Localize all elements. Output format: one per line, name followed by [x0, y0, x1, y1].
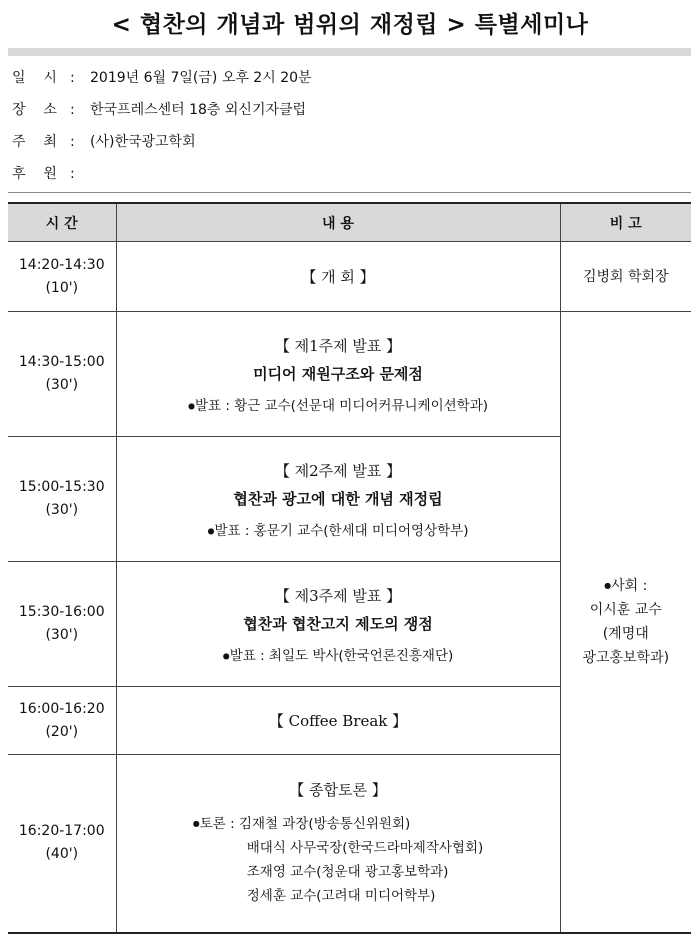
- presenter: [117, 644, 560, 664]
- time-cell: [8, 687, 116, 755]
- topic-title: 협찬과 협찬고지 제도의 쟁점: [243, 614, 433, 633]
- moderator-cell: [560, 312, 691, 933]
- time-range: 14:20-14:30: [18, 256, 105, 273]
- schedule-table: [8, 202, 691, 934]
- list-item: [193, 860, 484, 884]
- debater-list: [193, 812, 484, 908]
- time-cell: [8, 242, 116, 312]
- presenter-text: 발표 : 홍문기 교수(한세대 미디어영상학부): [214, 522, 469, 539]
- time-cell: [8, 437, 116, 562]
- time-range: 16:00-16:20: [18, 700, 105, 717]
- bullet-icon: ●: [187, 401, 195, 410]
- title-divider: [8, 48, 691, 56]
- info-row-date: [12, 62, 692, 94]
- header-bigo: 비 고: [560, 203, 691, 242]
- info-label-date: 일 시: [12, 70, 57, 86]
- info-colon: :: [70, 166, 75, 182]
- session-label: 【 종합토론 】: [289, 780, 387, 799]
- content-cell: [116, 687, 560, 755]
- session-label: 【 Coffee Break 】: [268, 712, 408, 730]
- time-duration: (30'): [45, 627, 79, 643]
- info-label-host: 주 최: [12, 134, 57, 150]
- list-item: [193, 836, 484, 860]
- list-item: [193, 884, 484, 908]
- time-range: 16:20-17:00: [18, 823, 105, 840]
- info-row-sponsor: [12, 158, 692, 190]
- presenter-text: 발표 : 최일도 박사(한국언론진흥재단): [229, 647, 454, 664]
- content-cell: [116, 755, 560, 933]
- event-info: [12, 62, 692, 190]
- session-label: 【 제2주제 발표 】: [274, 461, 402, 480]
- section-divider: [8, 192, 691, 193]
- content-cell: [116, 562, 560, 687]
- session-label: 【 개 회 】: [301, 268, 375, 286]
- list-item: [193, 812, 484, 836]
- header-content: 내 용: [116, 203, 560, 242]
- time-duration: (30'): [45, 377, 79, 393]
- time-range: 15:00-15:30: [18, 479, 105, 495]
- moderator-name: 이시훈 교수: [589, 601, 662, 618]
- topic-title: 협찬과 광고에 대한 개념 재정립: [233, 489, 443, 508]
- debater-name: 배대식 사무국장(한국드라마제작사협회): [246, 839, 484, 856]
- note-text: 김병회 학회장: [582, 268, 669, 285]
- info-value-venue: 한국프레스센터 18층 외신기자클럽: [90, 102, 307, 118]
- presenter: [117, 394, 560, 414]
- time-duration: (40'): [45, 846, 79, 863]
- moderator-affiliation: (계명대: [602, 625, 649, 642]
- info-colon: :: [70, 134, 75, 150]
- bullet-icon: ●: [222, 651, 230, 660]
- info-colon: :: [70, 102, 75, 118]
- debater-name: 조재영 교수(청운대 광고홍보학과): [246, 863, 449, 880]
- time-cell: [8, 755, 116, 933]
- time-range: 14:30-15:00: [18, 354, 105, 370]
- presenter-text: 발표 : 황근 교수(선문대 미디어커뮤니케이션학과): [194, 397, 489, 414]
- bullet-icon: ●: [192, 818, 200, 828]
- topic-title: 미디어 재원구조와 문제점: [253, 364, 423, 383]
- content-cell: [116, 312, 560, 437]
- content-cell: [116, 437, 560, 562]
- time-cell: [8, 312, 116, 437]
- time-cell: [8, 562, 116, 687]
- time-duration: (10'): [45, 279, 79, 296]
- info-value-date: 2019년 6월 7일(금) 오후 2시 20분: [90, 70, 312, 86]
- time-range: 15:30-16:00: [18, 604, 105, 620]
- presenter: [117, 519, 560, 539]
- session-label: 【 제3주제 발표 】: [274, 586, 402, 605]
- debate-prefix: 토론 :: [199, 815, 239, 832]
- info-label-sponsor: 후 원: [12, 166, 57, 182]
- page-title: < 협찬의 개념과 범위의 재정립 > 특별세미나: [111, 12, 589, 38]
- info-row-host: [12, 126, 692, 158]
- table-row: [8, 242, 691, 312]
- debater-name: 정세훈 교수(고려대 미디어학부): [246, 887, 436, 904]
- moderator-department: 광고홍보학과): [582, 649, 670, 666]
- bullet-icon: ●: [207, 526, 215, 535]
- time-duration: (30'): [45, 502, 79, 518]
- bullet-icon: ●: [604, 580, 612, 590]
- header-time: 시 간: [8, 203, 116, 242]
- moderator-role: ●사회 :: [604, 577, 648, 594]
- info-label-venue: 장 소: [12, 102, 57, 118]
- time-duration: (20'): [45, 723, 79, 740]
- session-label: 【 제1주제 발표 】: [274, 336, 402, 355]
- debater-name: 김재철 과장(방송통신위원회): [238, 815, 411, 832]
- info-value-host: (사)한국광고학회: [90, 134, 196, 150]
- table-header-row: [8, 203, 691, 242]
- note-cell: [560, 242, 691, 312]
- info-colon: :: [70, 70, 75, 86]
- info-row-venue: [12, 94, 692, 126]
- table-row: [8, 312, 691, 437]
- content-cell: [116, 242, 560, 312]
